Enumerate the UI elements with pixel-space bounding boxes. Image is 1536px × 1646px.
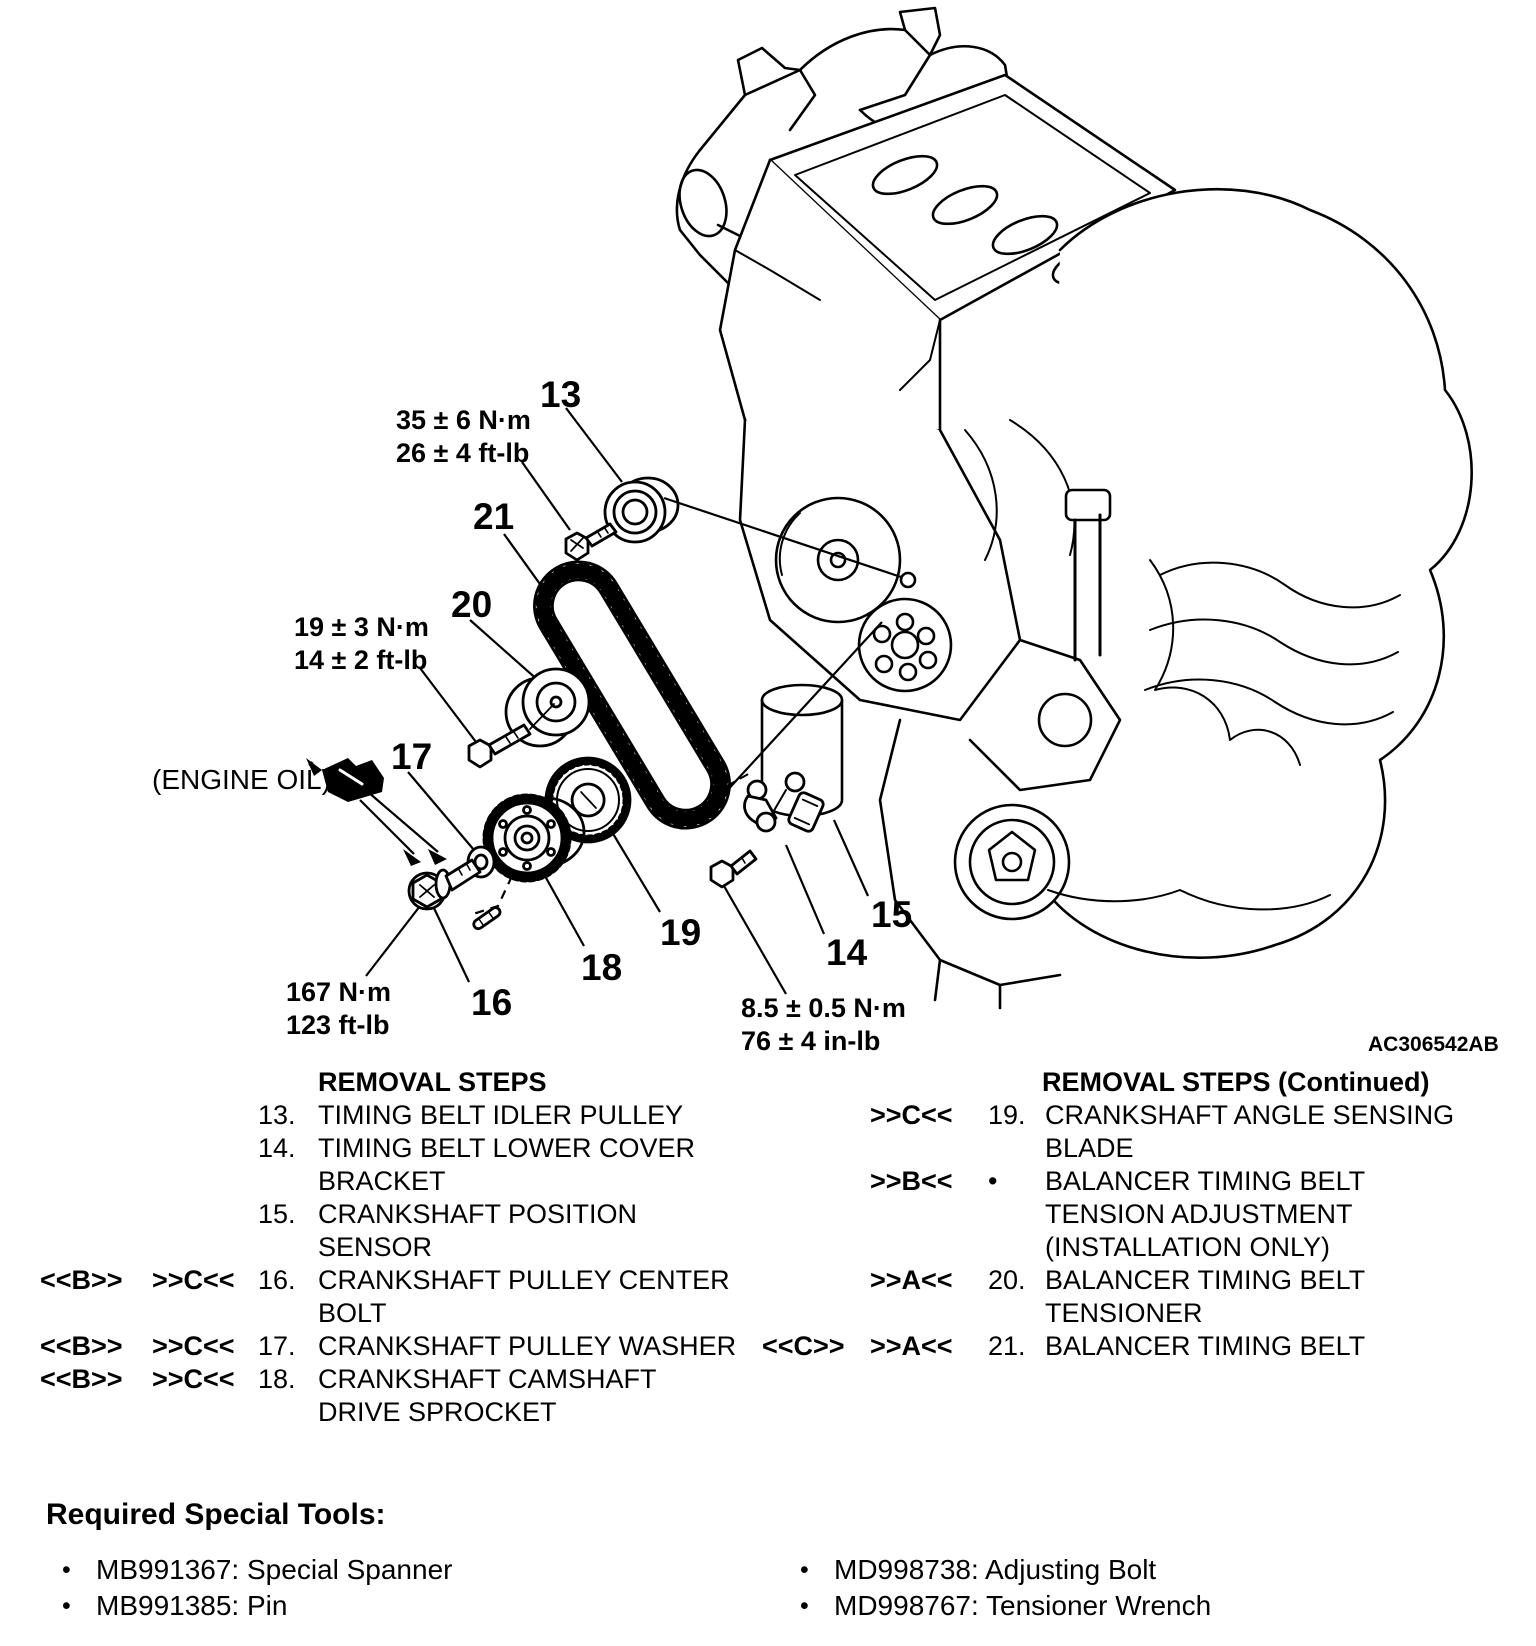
marker-col1: <<C>>	[762, 1331, 845, 1361]
step-text: CRANKSHAFT CAMSHAFT DRIVE SPROCKET	[318, 1364, 657, 1427]
step-row-15	[40, 1198, 750, 1264]
step-number: 13.	[258, 1100, 296, 1130]
bullet-icon: •	[800, 1556, 809, 1584]
figure-code: AC306542AB	[1368, 1033, 1499, 1056]
step-number: 15.	[258, 1199, 296, 1229]
step-number: 14.	[258, 1133, 296, 1163]
step-number: 19.	[988, 1100, 1026, 1130]
tool-item	[800, 1588, 1211, 1624]
step-row-14	[40, 1132, 750, 1198]
marker-col1	[762, 1099, 870, 1165]
bullet-icon: •	[62, 1592, 71, 1620]
step-number: 20.	[988, 1265, 1026, 1295]
tool-text: MB991367: Special Spanner	[96, 1554, 453, 1585]
tool-item	[62, 1552, 452, 1588]
tools-list-right	[800, 1552, 1211, 1624]
marker-col2: >>C<<	[152, 1265, 235, 1295]
tool-text: MB991385: Pin	[96, 1590, 288, 1621]
callout-15: 15	[871, 894, 913, 935]
timing-belt-lower-cover-bracket-art	[711, 772, 776, 887]
marker-col2: >>C<<	[152, 1364, 235, 1394]
step-row-20	[762, 1264, 1532, 1330]
step-text: BALANCER TIMING BELT TENSION ADJUSTMENT (INSTALLATION ONLY)	[1045, 1166, 1366, 1262]
removal-steps-left	[40, 1066, 750, 1429]
balancer-belt-tensioner-art	[469, 669, 589, 767]
tool-item	[62, 1588, 452, 1624]
bullet-icon: •	[62, 1556, 71, 1584]
engine-oil-label: (ENGINE OIL) :	[152, 764, 347, 795]
tool-text: MD998738: Adjusting Bolt	[834, 1554, 1157, 1585]
step-row-18	[40, 1363, 750, 1429]
bullet-icon: •	[800, 1592, 809, 1620]
marker-col2	[152, 1132, 258, 1198]
step-row-13	[40, 1099, 750, 1132]
marker-col2	[152, 1099, 258, 1132]
step-bullet: •	[988, 1166, 998, 1196]
step-number: 16.	[258, 1265, 296, 1295]
marker-col1	[40, 1198, 152, 1264]
step-text: CRANKSHAFT PULLEY WASHER	[318, 1331, 737, 1361]
step-text: TIMING BELT LOWER COVER BRACKET	[318, 1133, 696, 1196]
step-text: CRANKSHAFT POSITION SENSOR	[318, 1199, 638, 1262]
marker-col1	[762, 1264, 870, 1330]
removal-steps-continued-title: REMOVAL STEPS (Continued)	[1042, 1067, 1430, 1097]
step-text: CRANKSHAFT PULLEY CENTER BOLT	[318, 1265, 730, 1328]
step-row-21	[762, 1330, 1532, 1363]
tools-list-left	[62, 1552, 452, 1624]
marker-col1	[40, 1099, 152, 1132]
marker-col2	[152, 1198, 258, 1264]
torque-idler-bolt: 35 ± 6 N·m 26 ± 4 ft-lb	[396, 405, 531, 468]
step-text: BALANCER TIMING BELT TENSIONER	[1045, 1265, 1366, 1328]
timing-belt-idler-pulley-art	[566, 478, 678, 560]
removal-steps-title: REMOVAL STEPS	[318, 1067, 547, 1097]
torque-sensor-bolt: 8.5 ± 0.5 N·m 76 ± 4 in-lb	[741, 993, 906, 1056]
required-special-tools-title: Required Special Tools:	[46, 1498, 386, 1531]
torque-tensioner-bolt: 19 ± 3 N·m 14 ± 2 ft-lb	[294, 612, 429, 675]
torque-crank-center-bolt: 167 N·m 123 ft-lb	[286, 977, 392, 1040]
step-text: TIMING BELT IDLER PULLEY	[318, 1100, 684, 1130]
step-text: BALANCER TIMING BELT	[1045, 1331, 1366, 1361]
marker-col2: >>C<<	[152, 1331, 235, 1361]
marker-col2: >>B<<	[870, 1166, 953, 1196]
step-row-17	[40, 1330, 750, 1363]
step-number: 17.	[258, 1331, 296, 1361]
callout-13: 13	[540, 374, 582, 415]
step-row-19	[762, 1099, 1532, 1165]
callout-17: 17	[391, 736, 433, 777]
tool-item	[800, 1552, 1211, 1588]
callout-19: 19	[660, 912, 702, 953]
step-text: CRANKSHAFT ANGLE SENSING BLADE	[1045, 1100, 1455, 1163]
step-row-balancer-adjustment	[762, 1165, 1532, 1264]
dowel-pin-art	[472, 906, 502, 931]
marker-col1: <<B>>	[40, 1364, 123, 1394]
callout-14: 14	[826, 932, 868, 973]
step-number: 18.	[258, 1364, 296, 1394]
callout-20: 20	[451, 584, 493, 625]
marker-col1	[40, 1132, 152, 1198]
marker-col2: >>C<<	[870, 1100, 953, 1130]
marker-col2: >>A<<	[870, 1265, 953, 1295]
removal-steps-right	[762, 1066, 1532, 1363]
callout-21: 21	[473, 496, 515, 537]
marker-col1: <<B>>	[40, 1331, 123, 1361]
marker-col1: <<B>>	[40, 1265, 123, 1295]
callout-18: 18	[581, 947, 623, 988]
callout-16: 16	[471, 982, 513, 1023]
tool-text: MD998767: Tensioner Wrench	[834, 1590, 1212, 1621]
marker-col1	[762, 1165, 870, 1264]
step-number: 21.	[988, 1331, 1026, 1361]
marker-col2: >>A<<	[870, 1331, 953, 1361]
step-row-16	[40, 1264, 750, 1330]
